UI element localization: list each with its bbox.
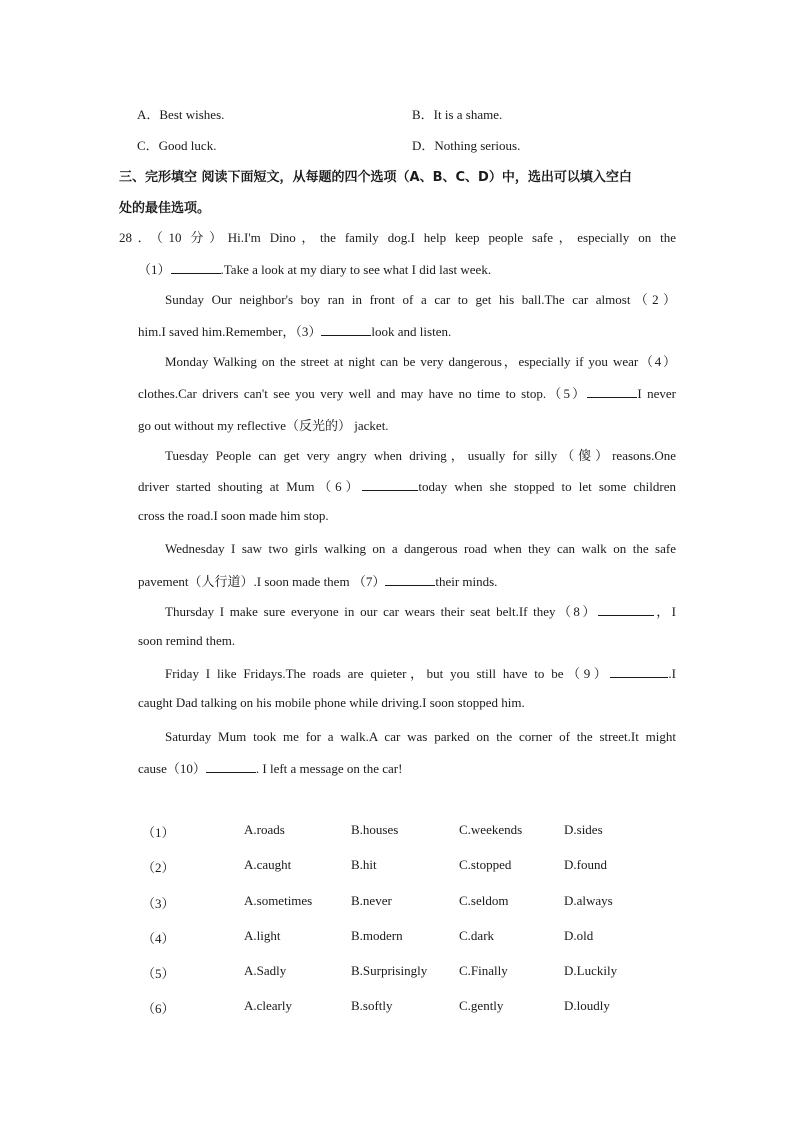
- choice-row: [0, 928, 794, 948]
- choice-option-b: B.houses: [351, 822, 399, 837]
- passage-line-11: Wednesday I saw two girls walking on a dangerous road when they can walk on the safe: [165, 541, 676, 556]
- choice-option-a: A.Sadly: [244, 963, 287, 978]
- choice-row: [0, 857, 794, 877]
- choice-number: （5）: [142, 966, 175, 981]
- choice-option-c: C.weekends: [459, 822, 523, 837]
- choice-row: [0, 998, 794, 1018]
- choice-option-d: D.Luckily: [564, 963, 618, 978]
- section-heading-line2: 处的最佳选项。: [119, 201, 211, 216]
- choice-option-b: B.hit: [351, 857, 377, 872]
- passage-line-15: Friday I like Fridays.The roads are quieter，but you still have to be（9） .I: [165, 666, 676, 681]
- passage-line-10: cross the road.I soon made him stop.: [138, 508, 329, 523]
- passage-line-3: Sunday Our neighbor's boy ran in front of a car to get his ball.The car almost（2）: [165, 292, 676, 307]
- choice-option-a: A.caught: [244, 857, 292, 872]
- section-heading-line1: 三、完形填空 阅读下面短文，从每题的四个选项（A、B、C、D）中，选出可以填入空白: [119, 170, 632, 185]
- blank-6: [362, 478, 418, 491]
- choice-option-a: A.clearly: [244, 998, 293, 1013]
- passage-line-8: Tuesday People can get very angry when driving，usually for silly（傻）reasons.One: [165, 448, 676, 463]
- passage-line-4: him.I saved him.Remember，（3） look and listen.: [138, 324, 452, 339]
- choice-row: [0, 893, 794, 913]
- choice-option-d: D.always: [564, 893, 613, 908]
- option-c-good-luck: C．Good luck.: [137, 138, 217, 153]
- blank-9: [610, 665, 668, 678]
- choice-option-d: D.sides: [564, 822, 603, 837]
- choice-option-b: B.softly: [351, 998, 393, 1013]
- blank-1: [171, 261, 221, 274]
- choice-option-c: C.stopped: [459, 857, 512, 872]
- choice-number: （1）: [142, 825, 175, 840]
- passage-line-12: pavement（人行道）.I soon made them （7） their minds.: [138, 574, 498, 589]
- choice-number: （2）: [142, 860, 175, 875]
- choice-row: [0, 963, 794, 983]
- passage-line-18: cause（10） . I left a message on the car!: [138, 761, 403, 776]
- choice-option-b: B.Surprisingly: [351, 963, 428, 978]
- choice-option-d: D.found: [564, 857, 607, 872]
- choice-option-b: B.never: [351, 893, 392, 908]
- passage-line-1: 28．（10 分）Hi.I'm Dino，the family dog.I help keep people safe，especially on the: [119, 230, 676, 245]
- passage-line-16: caught Dad talking on his mobile phone while driving.I soon stopped him.: [138, 695, 525, 710]
- blank-5: [587, 385, 637, 398]
- choice-option-a: A.sometimes: [244, 893, 313, 908]
- choice-option-c: C.dark: [459, 928, 495, 943]
- choice-number: （4）: [142, 931, 175, 946]
- blank-7: [385, 573, 435, 586]
- blank-3: [321, 323, 371, 336]
- passage-line-17: Saturday Mum took me for a walk.A car was parked on the corner of the street.It might: [165, 729, 676, 744]
- choice-option-d: D.old: [564, 928, 594, 943]
- blank-8: [598, 603, 654, 616]
- passage-line-6: clothes.Car drivers can't see you very well and may have no time to stop.（5） I never: [138, 386, 676, 401]
- option-d-nothing-serious: D．Nothing serious.: [412, 138, 521, 153]
- choice-option-c: C.seldom: [459, 893, 509, 908]
- passage-line-7: go out without my reflective（反光的） jacket.: [138, 418, 389, 433]
- choice-number: （3）: [142, 896, 175, 911]
- passage-line-13: Thursday I make sure everyone in our car wears their seat belt.If they（8） ，I: [165, 604, 676, 619]
- passage-line-2: （1） .Take a look at my diary to see what I did last week.: [138, 262, 492, 277]
- choice-option-b: B.modern: [351, 928, 403, 943]
- choice-option-a: A.roads: [244, 822, 285, 837]
- option-a-best-wishes: A．Best wishes.: [137, 107, 225, 122]
- option-b-shame: B．It is a shame.: [412, 107, 503, 122]
- passage-line-9: driver started shouting at Mum（6） today when she stopped to let some children: [138, 479, 677, 494]
- passage-line-5: Monday Walking on the street at night can be very dangerous，especially if you wear（4）: [165, 354, 676, 369]
- choice-row: [0, 822, 794, 842]
- choice-number: （6）: [142, 1001, 175, 1016]
- choice-option-c: C.Finally: [459, 963, 508, 978]
- blank-10: [206, 760, 256, 773]
- choice-option-a: A.light: [244, 928, 281, 943]
- choice-option-c: C.gently: [459, 998, 504, 1013]
- choice-option-d: D.loudly: [564, 998, 610, 1013]
- passage-line-14: soon remind them.: [138, 633, 236, 648]
